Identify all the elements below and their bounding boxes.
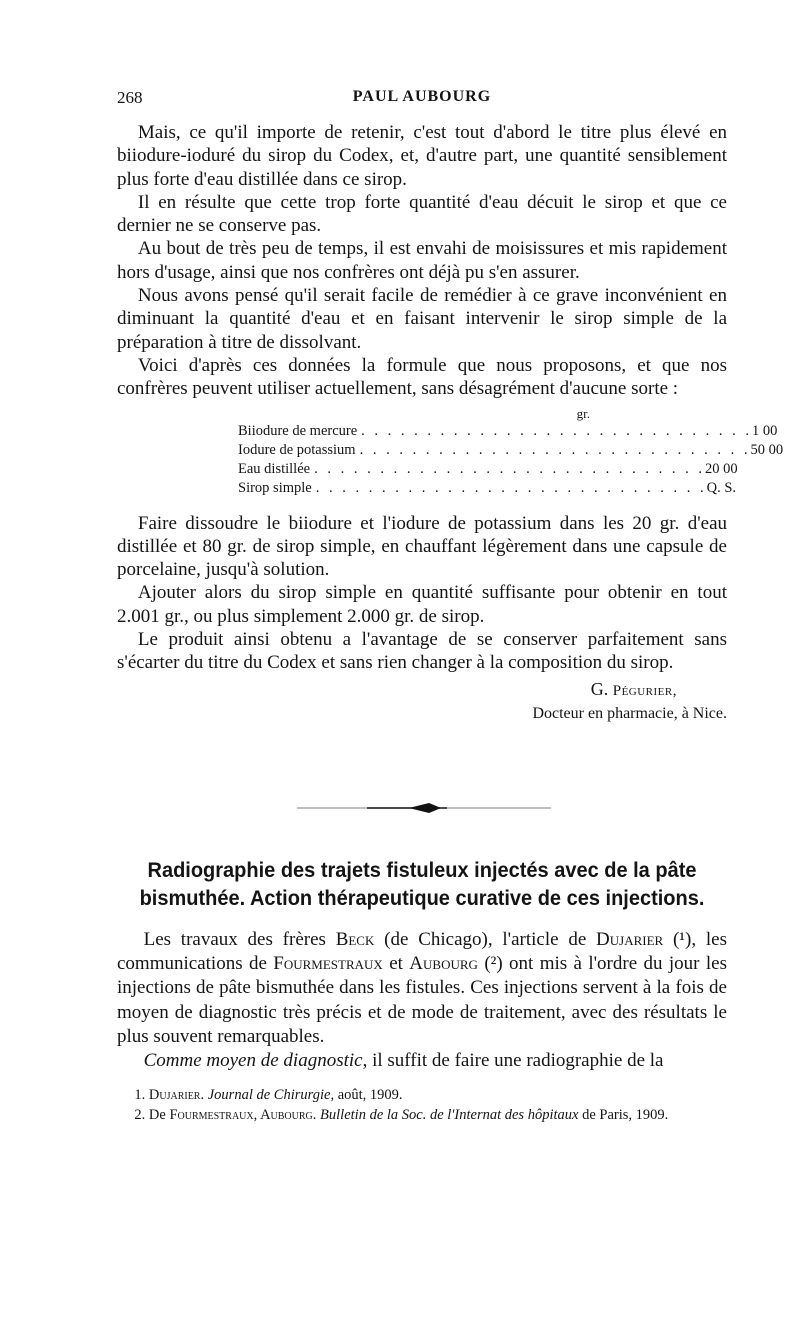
body-paragraph: Voici d'après ces données la formule que nous proposons, et que nos confrères peuvent utiliser actuellement, sans désagrément d'aucune sorte :: [117, 354, 727, 400]
body-paragraph: Faire dissoudre le biiodure et l'iodure de potassium dans les 20 gr. d'eau distillée et 80 gr. de sirop simple, en chauffant légèrement dans une capsule de porcelaine, jusqu'à solution.: [117, 512, 727, 581]
footnote-detail: de Paris, 1909.: [578, 1107, 669, 1123]
article-title: Radiographie des trajets fistuleux injectés avec de la pâte bismuthée. Action thérapeutique curative de ces injections.: [139, 858, 705, 910]
body-paragraph: Il en résulte que cette trop forte quantité d'eau décuit le sirop et que ce dernier ne se conserve pas.: [117, 191, 727, 237]
ingredient-quantity: 50 00: [750, 441, 784, 458]
formula-table: [238, 405, 784, 498]
page-number: 268: [117, 88, 143, 107]
italic-phrase: Comme moyen de diagnostic: [143, 1050, 363, 1072]
page-header: [117, 88, 727, 112]
article-paragraph: [117, 1049, 727, 1073]
footnote-1: [117, 1085, 727, 1105]
formula-row: [238, 441, 784, 460]
body-paragraph: Nous avons pensé qu'il serait facile de remédier à ce grave inconvénient en diminuant la quantité d'eau et en faisant intervenir le sirop simple de la préparation à titre de dissolvant.: [117, 285, 727, 353]
dot-leader: . . . . . . . . . . . . . . . . . . . . . . . . . . . . . .: [314, 460, 705, 477]
footnote-2: [117, 1105, 727, 1125]
ingredient-quantity: 1 00: [752, 422, 778, 439]
divider-ornament-icon: [297, 798, 551, 818]
ingredient-name: Sirop simple: [238, 479, 312, 496]
formula-row: [238, 460, 738, 479]
footnote-author: Fourmestraux, Aubourg.: [169, 1107, 317, 1123]
dot-leader: . . . . . . . . . . . . . . . . . . . . . . . . . . . . . .: [315, 479, 707, 496]
section-divider-ornament: [297, 798, 551, 818]
body-paragraph: Au bout de très peu de temps, il est envahi de moisissures et mis rapidement hors d'usage, ainsi que nos confrères ont déjà pu s'en assurer.: [117, 238, 727, 283]
footnote-ref-1: (¹): [672, 929, 692, 950]
article-body: [117, 928, 727, 1073]
running-head: PAUL AUBOURG: [352, 88, 492, 105]
body-paragraph: Le produit ainsi obtenu a l'avantage de se conserver parfaitement sans s'écarter du titre du Codex et sans rien changer à la composition du sirop.: [117, 629, 727, 674]
text-run: (de Chicago), l'article de: [374, 929, 597, 950]
signature-title: Docteur en pharmacie, à Nice.: [532, 704, 727, 722]
footnote-journal: Bulletin de la Soc. de l'Internat des hôpitaux: [320, 1107, 579, 1123]
author-fourmestraux: Fourmestraux: [273, 953, 383, 975]
body-paragraph: Mais, ce qu'il importe de retenir, c'est tout d'abord le titre plus élevé en biiodure-ioduré du sirop du Codex, et, d'autre part, une quantité sensiblement plus forte d'eau distillée dans ce sirop.: [117, 122, 727, 190]
signature-surname: Pégurier,: [612, 682, 677, 699]
footnote-journal: Journal de Chirurgie: [207, 1087, 331, 1103]
article-paragraph: [117, 928, 727, 1049]
article-continuation: [117, 121, 784, 725]
dot-leader: . . . . . . . . . . . . . . . . . . . . . . . . . . . . . .: [361, 422, 753, 439]
ingredient-quantity: 20 00: [704, 460, 738, 477]
text-run: et: [382, 953, 410, 975]
author-aubourg: Aubourg: [409, 953, 478, 975]
footnote-number: 1.: [134, 1087, 146, 1103]
text-run: Les travaux des frères: [143, 929, 336, 950]
ingredient-name: Biiodure de mercure: [238, 422, 358, 439]
signature-block: [117, 677, 727, 725]
dot-leader: . . . . . . . . . . . . . . . . . . . . . . . . . . . . . .: [359, 441, 751, 458]
text-run: ont mis à l'ordre du jour les injections de pâte bismuthée dans les fistules. Ces injections servent à la fois de moyen de diagnostic très précis et de mode de traitement, avec des résultats le plus souvent remarquables.: [117, 953, 727, 1047]
body-paragraph: Ajouter alors du sirop simple en quantité suffisante pour obtenir en tout 2.001 gr., ou plus simplement 2.000 gr. de sirop.: [117, 582, 727, 627]
formula-row: [238, 422, 778, 441]
footnote-author: Dujarier.: [148, 1087, 205, 1103]
text-run: De: [148, 1107, 170, 1123]
formula-row: [238, 479, 737, 498]
signature-initial: G.: [590, 678, 609, 699]
footnotes: [117, 1085, 727, 1125]
formula-unit-header: gr.: [576, 405, 590, 421]
ingredient-name: Eau distillée: [238, 460, 311, 477]
text-run: , il suffit de faire une radiographie de la: [362, 1050, 664, 1072]
ingredient-quantity: Q. S.: [706, 479, 737, 496]
text-run: , les communications de: [117, 929, 727, 975]
ingredient-name: Iodure de potassium: [238, 441, 356, 458]
signature-name: [117, 677, 727, 703]
footnote-ref-2: (²): [484, 953, 503, 975]
author-beck: Beck: [335, 929, 375, 950]
author-dujarier: Dujarier: [596, 929, 664, 950]
footnote-detail: , août, 1909.: [330, 1087, 403, 1103]
footnote-number: 2.: [134, 1107, 146, 1123]
